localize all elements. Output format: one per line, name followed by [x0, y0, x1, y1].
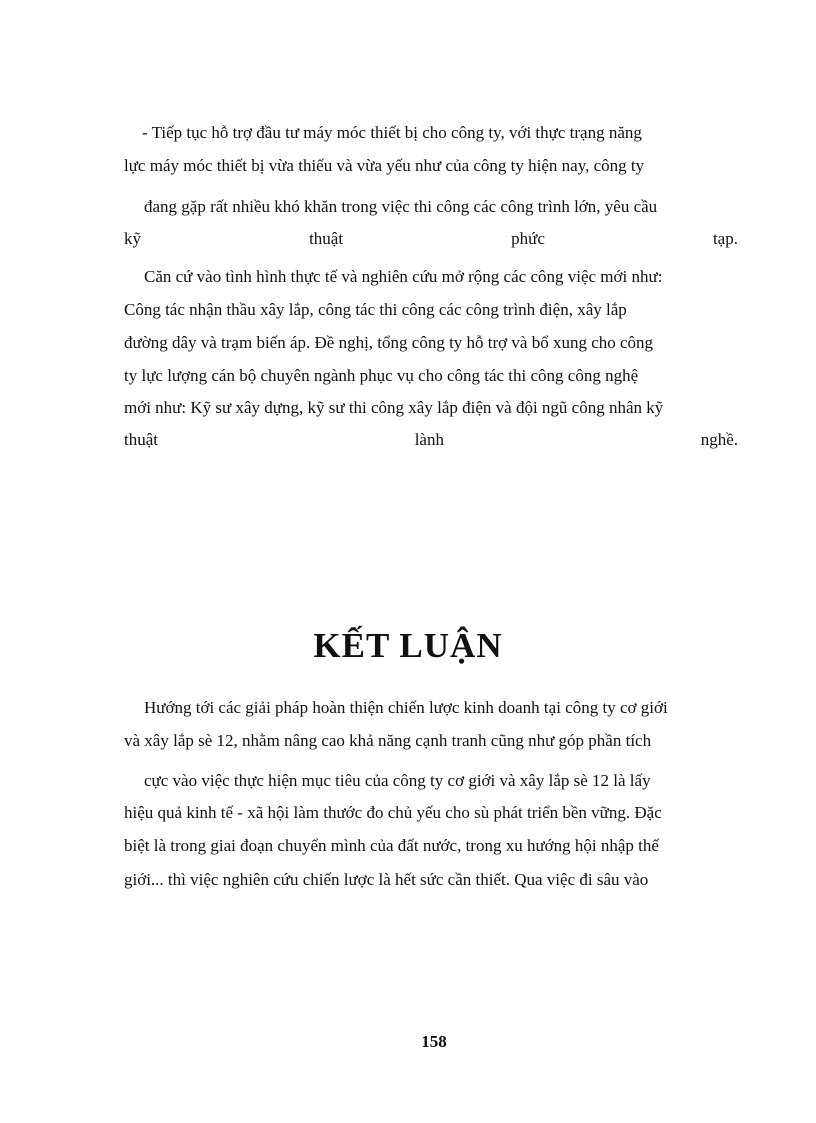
section-heading: KẾT LUẬN [313, 626, 503, 665]
paragraph-1-line-3: đang gặp rất nhiều khó khăn trong việc thi công các công trình lớn, yêu cầu [144, 197, 658, 216]
justified-word: phức [511, 229, 545, 248]
paragraph-2-line-3: đường dây và trạm biến áp. Đề nghị, tổng công ty hỗ trợ và bổ xung cho công [124, 333, 654, 352]
conclusion-line-3: cực vào việc thực hiện mục tiêu của công ty cơ giới và xây lắp sè 12 là lấy [144, 771, 651, 790]
paragraph-2-line-4: ty lực lượng cán bộ chuyên ngành phục vụ cho công tác thi công công nghệ [124, 366, 639, 385]
paragraph-2-line-2: Công tác nhận thầu xây lắp, công tác thi công các công trình điện, xây lắp [124, 300, 627, 319]
paragraph-2-line-1: Căn cứ vào tình hình thực tế và nghiên cứu mở rộng các công việc mới như: [144, 267, 663, 286]
justified-word: nghề. [700, 430, 738, 449]
paragraph-2-line-5: mới như: Kỹ sư xây dựng, kỹ sư thi công xây lắp điện và đội ngũ công nhân kỹ [124, 398, 664, 417]
justified-word: thuật [124, 430, 158, 449]
justified-word: thuật [309, 229, 344, 248]
conclusion-line-1: Hướng tới các giải pháp hoàn thiện chiến lược kinh doanh tại công ty cơ giới [144, 698, 668, 717]
justified-word: kỹ [124, 229, 141, 248]
page-number: 158 [421, 1032, 447, 1051]
paragraph-2-line-6 [124, 429, 738, 451]
paragraph-1-line-2: lực máy móc thiết bị vừa thiếu và vừa yếu như của công ty hiện nay, công ty [124, 156, 645, 175]
conclusion-line-2: và xây lắp sè 12, nhằm nâng cao khả năng cạnh tranh cũng như góp phần tích [124, 731, 652, 750]
conclusion-line-4: hiệu quả kinh tế - xã hội làm thước đo chủ yếu cho sù phát triển bền vững. Đặc [124, 803, 662, 822]
paragraph-1-line-1: - Tiếp tục hỗ trợ đầu tư máy móc thiết bị cho công ty, với thực trạng năng [142, 123, 642, 142]
conclusion-line-6: giới... thì việc nghiên cứu chiến lược là hết sức cần thiết. Qua việc đi sâu vào [124, 870, 649, 889]
justified-word: lành [414, 430, 444, 449]
conclusion-line-5: biệt là trong giai đoạn chuyển mình của đất nước, trong xu hướng hội nhập thế [124, 836, 659, 855]
paragraph-1-line-4 [124, 228, 738, 250]
justified-word: tạp. [712, 229, 738, 248]
